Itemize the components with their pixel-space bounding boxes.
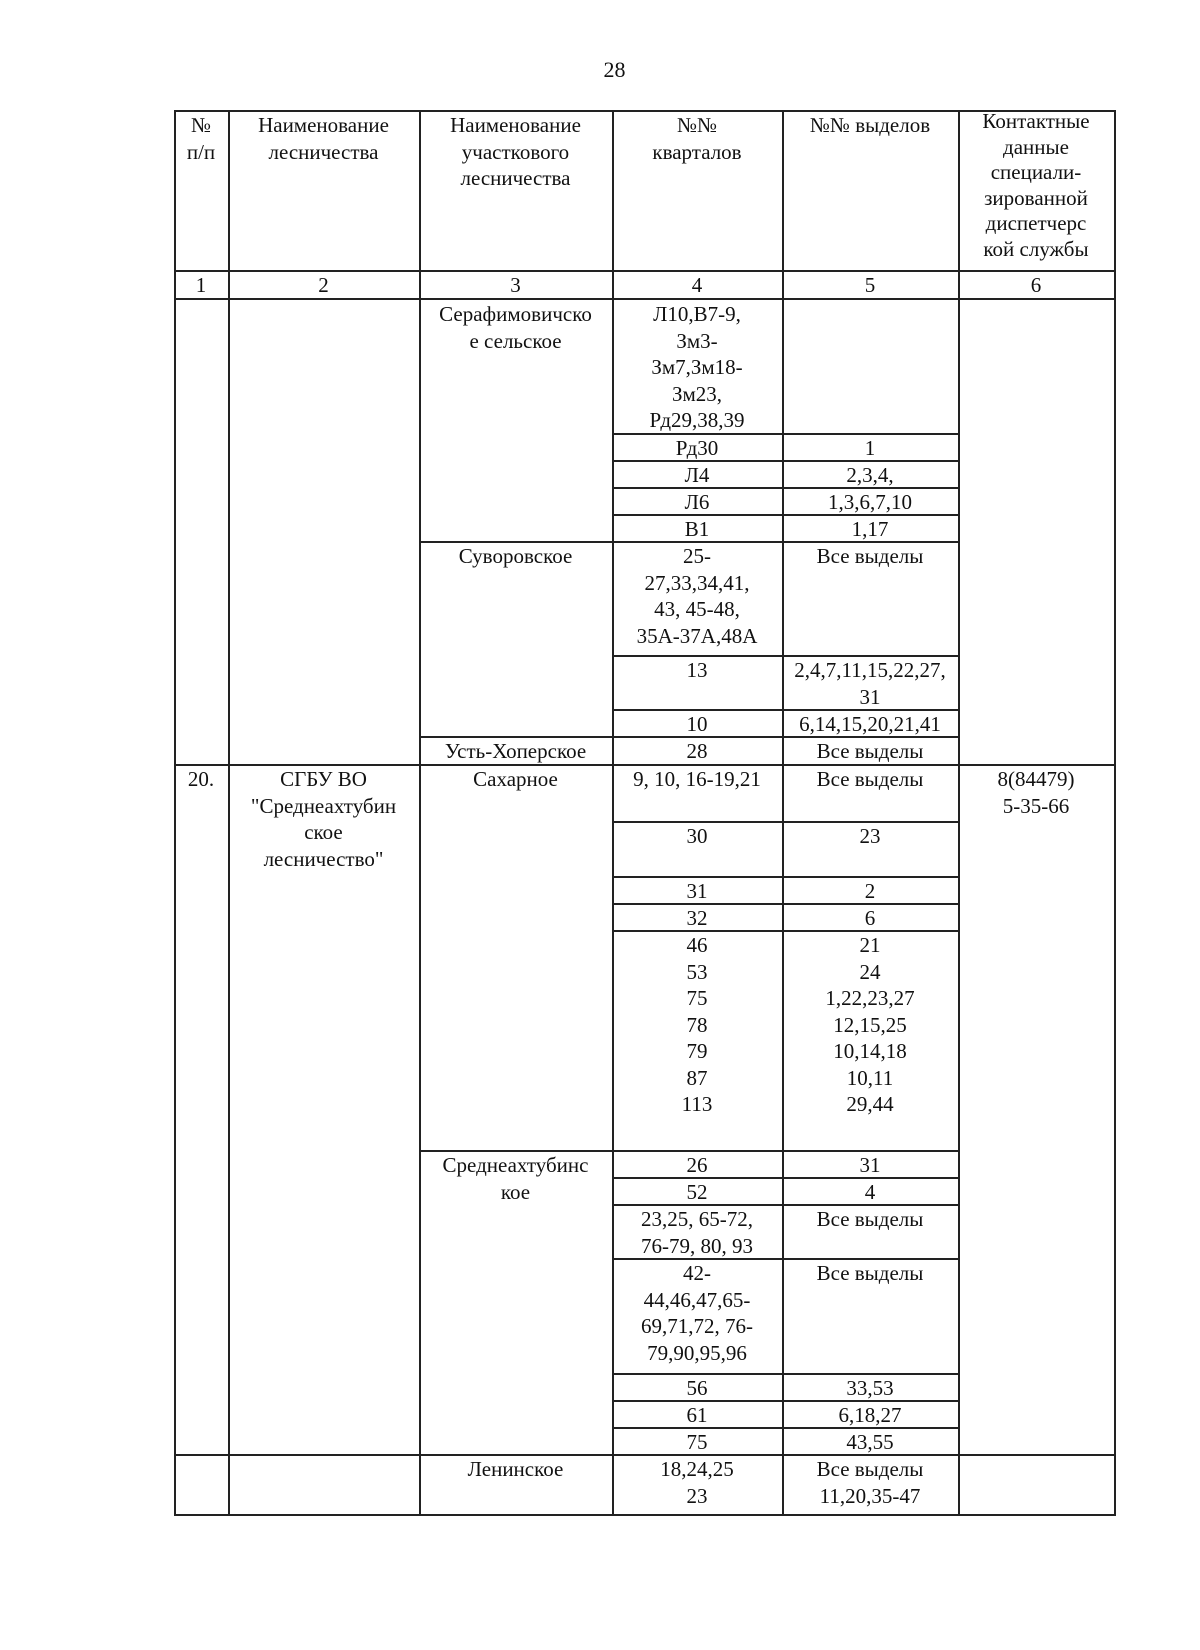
kvartaly-cell: В1 xyxy=(684,517,710,541)
header-vydely: №№ выделов xyxy=(809,113,931,137)
kvartaly-cell: 28 xyxy=(686,739,708,763)
kvartaly-cell: 23,25, 65-72, 76-79, 80, 93 xyxy=(641,1207,753,1258)
vydely-cell: 23 xyxy=(859,824,881,848)
kvartaly-cell: Рд30 xyxy=(675,436,719,460)
kvartaly-cell: 56 xyxy=(686,1376,708,1400)
kvartaly-cell: 9, 10, 16-19,21 xyxy=(633,767,761,791)
vydely-cell: 43,55 xyxy=(846,1430,894,1454)
vydely-cell: 1,17 xyxy=(851,517,889,541)
kvartaly-cell: Л10,В7-9, Зм3- Зм7,Зм18- Зм23, Рд29,38,39 xyxy=(649,302,745,432)
header-lesnichestvo: Наименование лесничества xyxy=(258,113,389,164)
vydely-cell: Все выделы xyxy=(816,1207,924,1231)
vydely-cell: 1,3,6,7,10 xyxy=(828,490,912,514)
kvartaly-cell: 46 53 75 78 79 87 113 xyxy=(681,933,713,1116)
header-kvartaly: №№ кварталов xyxy=(652,113,742,164)
uchastok-name: Среднеахтубинс кое xyxy=(442,1153,589,1204)
vydely-cell: 6 xyxy=(864,906,876,930)
kvartaly-cell: 42- 44,46,47,65- 69,71,72, 76- 79,90,95,96 xyxy=(641,1261,753,1365)
column-number: 2 xyxy=(318,273,329,297)
vydely-cell: Все выделы xyxy=(816,739,924,763)
column-number: 1 xyxy=(195,273,207,297)
vydely-cell: Все выделы xyxy=(816,767,924,791)
uchastok-name: Усть-Хоперское xyxy=(444,739,587,763)
kvartaly-cell: 26 xyxy=(686,1153,708,1177)
kvartaly-cell: 61 xyxy=(686,1403,708,1427)
page-number: 28 xyxy=(603,57,626,82)
uchastok-name: Суворовское xyxy=(458,544,573,568)
uchastok-name: Ленинское xyxy=(467,1457,564,1481)
kvartaly-cell: 31 xyxy=(686,879,708,903)
uchastok-name: Серафимовичско е сельское xyxy=(439,302,592,353)
kvartaly-cell: Л6 xyxy=(684,490,710,514)
vydely-cell: 31 xyxy=(859,1153,881,1177)
kvartaly-cell: 32 xyxy=(686,906,708,930)
column-number: 3 xyxy=(510,273,521,297)
contact-phone: 8(84479) 5-35-66 xyxy=(997,767,1075,818)
vydely-cell: Все выделы 11,20,35-47 xyxy=(816,1457,924,1508)
kvartaly-cell: 10 xyxy=(686,712,708,736)
vydely-cell: 2,4,7,11,15,22,27, 31 xyxy=(794,658,946,709)
kvartaly-cell: 13 xyxy=(686,658,708,682)
header-number: № п/п xyxy=(186,113,216,164)
kvartaly-cell: 30 xyxy=(686,824,708,848)
column-number: 6 xyxy=(1030,273,1042,297)
column-number: 4 xyxy=(691,273,703,297)
vydely-cell: Все выделы xyxy=(816,1261,924,1285)
forestry-table xyxy=(174,110,1114,1520)
kvartaly-cell: Л4 xyxy=(684,463,710,487)
kvartaly-cell: 75 xyxy=(686,1430,708,1454)
entry-number: 20. xyxy=(187,767,215,791)
rule-left xyxy=(174,110,176,1516)
lesnichestvo-name: СГБУ ВО "Среднеахтубин ское лесничество" xyxy=(250,767,397,871)
vydely-cell: 1 xyxy=(864,436,876,460)
vydely-cell: 2 xyxy=(864,879,876,903)
column-number: 5 xyxy=(864,273,876,297)
uchastok-name: Сахарное xyxy=(473,767,558,791)
header-contact: Контактные данные специали- зированной диспетчерс кой службы xyxy=(982,109,1090,261)
rule-right xyxy=(1114,110,1116,1516)
vydely-cell: 4 xyxy=(864,1180,876,1204)
kvartaly-cell: 25- 27,33,34,41, 43, 45-48, 35А-37А,48А xyxy=(636,544,758,648)
vydely-cell: 2,3,4, xyxy=(846,463,894,487)
vydely-cell: 33,53 xyxy=(846,1376,894,1400)
vydely-cell: Все выделы xyxy=(816,544,924,568)
vydely-cell: 21 24 1,22,23,27 12,15,25 10,14,18 10,11 29,44 xyxy=(825,933,915,1116)
rule-col4 xyxy=(782,110,784,1516)
kvartaly-cell: 18,24,25 23 xyxy=(660,1457,734,1508)
header-uchastkovoe: Наименование участкового лесничества xyxy=(450,113,581,190)
vydely-cell: 6,14,15,20,21,41 xyxy=(799,712,941,736)
kvartaly-cell: 52 xyxy=(686,1180,708,1204)
rule-bottom xyxy=(174,1514,1115,1516)
vydely-cell: 6,18,27 xyxy=(838,1403,902,1427)
